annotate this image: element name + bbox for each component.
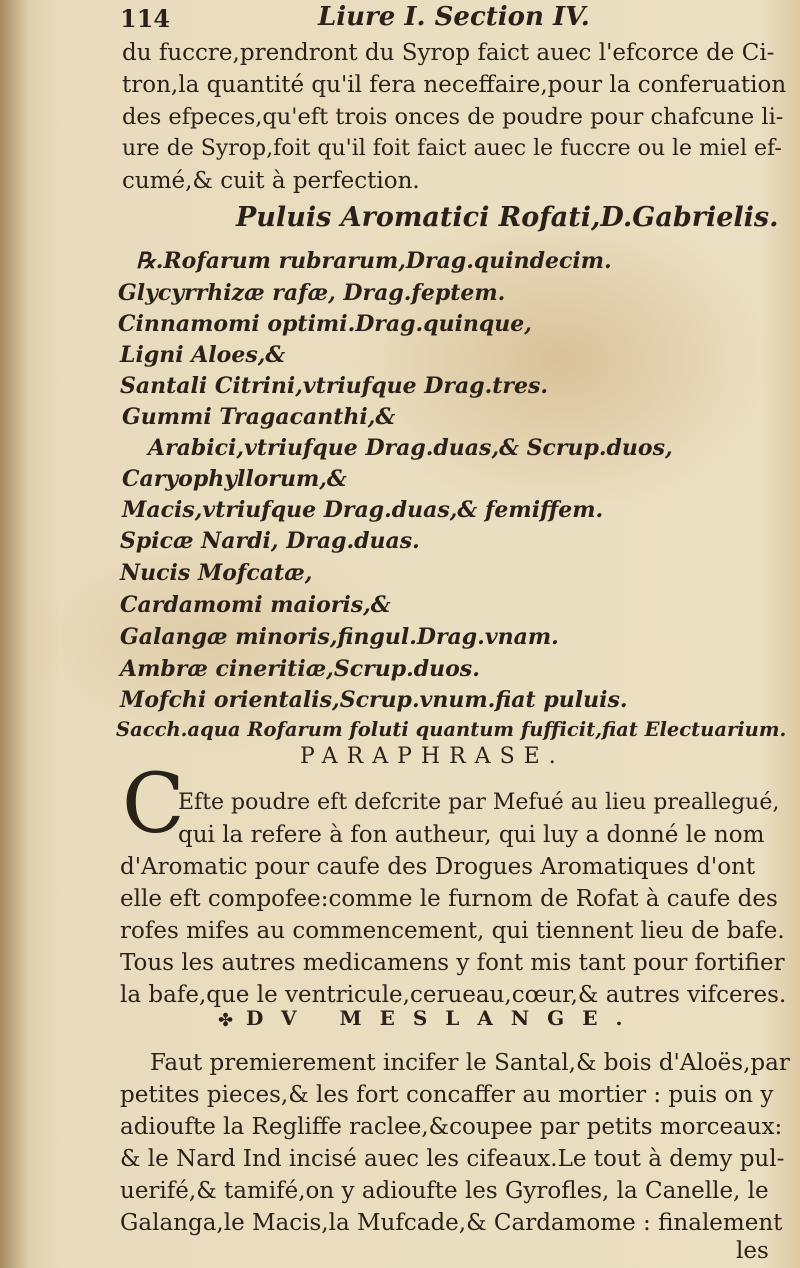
page-number: 114 [120, 4, 171, 33]
paraphrase-line: elle eft compofee:comme le furnom de Rofat à caufe des [120, 886, 778, 912]
ingredient-line: Macis,vtriufque Drag.duas,& femiffem. [122, 497, 604, 523]
ingredient-line: Galangæ minoris,fingul.Drag.vnam. [120, 624, 559, 650]
intro-line: tron,la quantité qu'il fera neceffaire,pour la conferuation [122, 72, 787, 98]
recipe-title: Puluis Aromatici Rofati,D.Gabrielis. [236, 202, 779, 233]
fleuron-icon: ✤ [218, 1010, 234, 1031]
ingredient-line: Mofchi orientalis,Scrup.vnum.fiat puluis. [120, 687, 628, 713]
ingredient-line: Spicæ Nardi, Drag.duas. [120, 528, 420, 554]
paraphrase-line: Efte poudre eft defcrite par Mefué au lieu preallegué, [178, 790, 780, 815]
paraphrase-line: qui la refere à fon autheur, qui luy a donné le nom [178, 822, 765, 848]
ingredient-line: Arabici,vtriufque Drag.duas,& Scrup.duos, [148, 435, 673, 461]
intro-line: ure de Syrop,foit qu'il foit faict auec le fuccre ou le miel ef- [122, 136, 782, 161]
ingredient-line: Ligni Aloes,& [120, 342, 286, 368]
section-heading: DV MESLANGE. [246, 1006, 641, 1030]
paraphrase-line: la bafe,que le ventricule,cerueau,cœur,& autres vifceres. [120, 982, 787, 1008]
intro-line: des efpeces,qu'eft trois onces de poudre pour chafcune li- [122, 104, 784, 130]
page-gutter-shadow [0, 0, 28, 1268]
melange-line: adioufte la Regliffe raclee,&coupee par petits morceaux: [120, 1114, 783, 1140]
melange-line: Galanga,le Macis,la Mufcade,& Cardamome : finalement [120, 1210, 783, 1236]
ingredient-line: Nucis Mofcatæ, [120, 560, 313, 586]
ingredient-line: Cinnamomi optimi.Drag.quinque, [118, 311, 532, 337]
ingredient-line: ℞.Rofarum rubrarum,Drag.quindecim. [136, 248, 612, 274]
intro-line: du fuccre,prendront du Syrop faict auec l'efcorce de Ci- [122, 40, 775, 66]
drop-cap: C [122, 757, 185, 852]
melange-line: uerifé,& tamifé,on y adioufte les Gyrofles, la Canelle, le [120, 1178, 769, 1204]
ingredient-line: Glycyrrhizæ rafæ, Drag.feptem. [118, 280, 506, 306]
melange-line: & le Nard Ind incisé auec les cifeaux.Le tout à demy pul- [120, 1146, 785, 1172]
ingredient-line: Sacch.aqua Rofarum foluti quantum fufficit,fiat Electuarium. [116, 718, 787, 741]
paraphrase-line: rofes mifes au commencement, qui tiennent lieu de bafe. [120, 918, 785, 944]
paraphrase-line: Tous les autres medicamens y font mis tant pour fortifier [120, 950, 785, 976]
melange-line: Faut premierement incifer le Santal,& bois d'Aloës,par [150, 1050, 790, 1076]
paraphrase-line: d'Aromatic pour caufe des Drogues Aromatiques d'ont [120, 854, 756, 880]
ingredient-line: Cardamomi maioris,& [120, 592, 391, 618]
melange-line: petites pieces,& les fort concaffer au mortier : puis on y [120, 1082, 774, 1108]
catchword: les [736, 1238, 769, 1264]
intro-line: cumé,& cuit à perfection. [122, 168, 420, 194]
running-head: Liure I. Section IV. [318, 2, 590, 32]
page-header [0, 0, 800, 34]
ingredient-line: Caryophyllorum,& [122, 466, 347, 492]
ingredient-line: Santali Citrini,vtriufque Drag.tres. [120, 373, 549, 399]
ingredient-line: Gummi Tragacanthi,& [122, 404, 396, 430]
paraphrase-heading: PARAPHRASE. [300, 744, 565, 769]
ingredient-line: Ambræ cineritiæ,Scrup.duos. [120, 656, 480, 682]
